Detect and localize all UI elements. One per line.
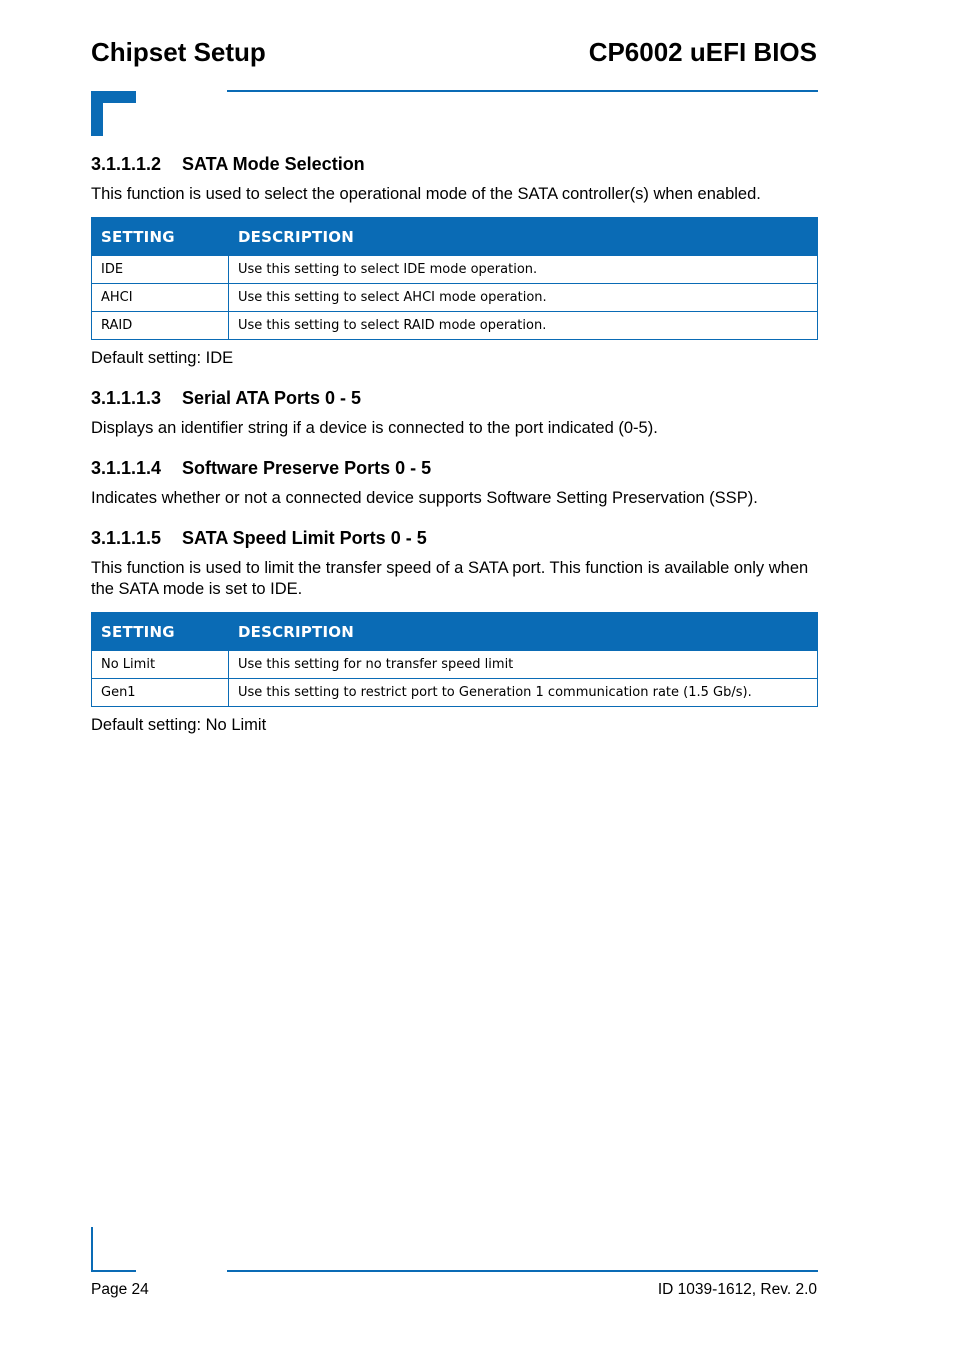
description-cell: Use this setting to select RAID mode operation. — [229, 312, 818, 340]
table-row — [92, 256, 818, 284]
main-content — [91, 152, 818, 736]
setting-cell: RAID — [92, 312, 229, 340]
column-header-setting: SETTING — [92, 218, 229, 256]
setting-cell: No Limit — [92, 651, 229, 679]
default-setting-sata-mode: Default setting: IDE — [91, 349, 234, 367]
header-section-title: Chipset Setup — [91, 37, 266, 67]
corner-mark-top — [91, 91, 136, 136]
column-header-setting: SETTING — [92, 613, 229, 651]
settings-table-sata-mode — [91, 217, 818, 340]
description-cell: Use this setting to select IDE mode operation. — [229, 256, 818, 284]
description-cell: Use this setting to select AHCI mode operation. — [229, 284, 818, 312]
table-row — [92, 312, 818, 340]
default-setting-sata-speed: Default setting: No Limit — [91, 716, 267, 734]
table-row — [92, 651, 818, 679]
section-text-software-preserve: Indicates whether or not a connected device supports Software Setting Preservation (SSP). — [91, 489, 758, 507]
column-header-description: DESCRIPTION — [229, 613, 818, 651]
settings-table-sata-speed — [91, 612, 818, 707]
corner-mark-bottom — [91, 1227, 136, 1272]
table-header-row — [92, 613, 818, 651]
section-heading-sata-mode: 3.1.1.1.2 SATA Mode Selection — [91, 154, 365, 174]
header-rule — [227, 90, 818, 92]
footer-rule — [227, 1270, 818, 1272]
table-header-row — [92, 218, 818, 256]
table-row — [92, 284, 818, 312]
section-text-sata-mode: This function is used to select the operational mode of the SATA controller(s) when enabled. — [91, 185, 761, 203]
footer-page-number: Page 24 — [91, 1281, 149, 1298]
setting-cell: AHCI — [92, 284, 229, 312]
setting-cell: IDE — [92, 256, 229, 284]
section-heading-sata-speed-limit: 3.1.1.1.5 SATA Speed Limit Ports 0 - 5 — [91, 528, 427, 548]
description-cell: Use this setting for no transfer speed limit — [229, 651, 818, 679]
setting-cell: Gen1 — [92, 679, 229, 707]
section-heading-serial-ata-ports: 3.1.1.1.3 Serial ATA Ports 0 - 5 — [91, 388, 362, 408]
description-cell: Use this setting to restrict port to Generation 1 communication rate (1.5 Gb/s). — [229, 679, 818, 707]
section-text-serial-ata-ports: Displays an identifier string if a device is connected to the port indicated (0-5). — [91, 419, 658, 437]
table-row — [92, 679, 818, 707]
section-text-sata-speed-limit: This function is used to limit the transfer speed of a SATA port. This function is available only when the SATA mode is set to IDE. — [91, 559, 809, 598]
column-header-description: DESCRIPTION — [229, 218, 818, 256]
footer-document-id: ID 1039-1612, Rev. 2.0 — [657, 1281, 817, 1298]
section-heading-software-preserve: 3.1.1.1.4 Software Preserve Ports 0 - 5 — [91, 458, 432, 478]
header-product-title: CP6002 uEFI BIOS — [588, 37, 817, 67]
